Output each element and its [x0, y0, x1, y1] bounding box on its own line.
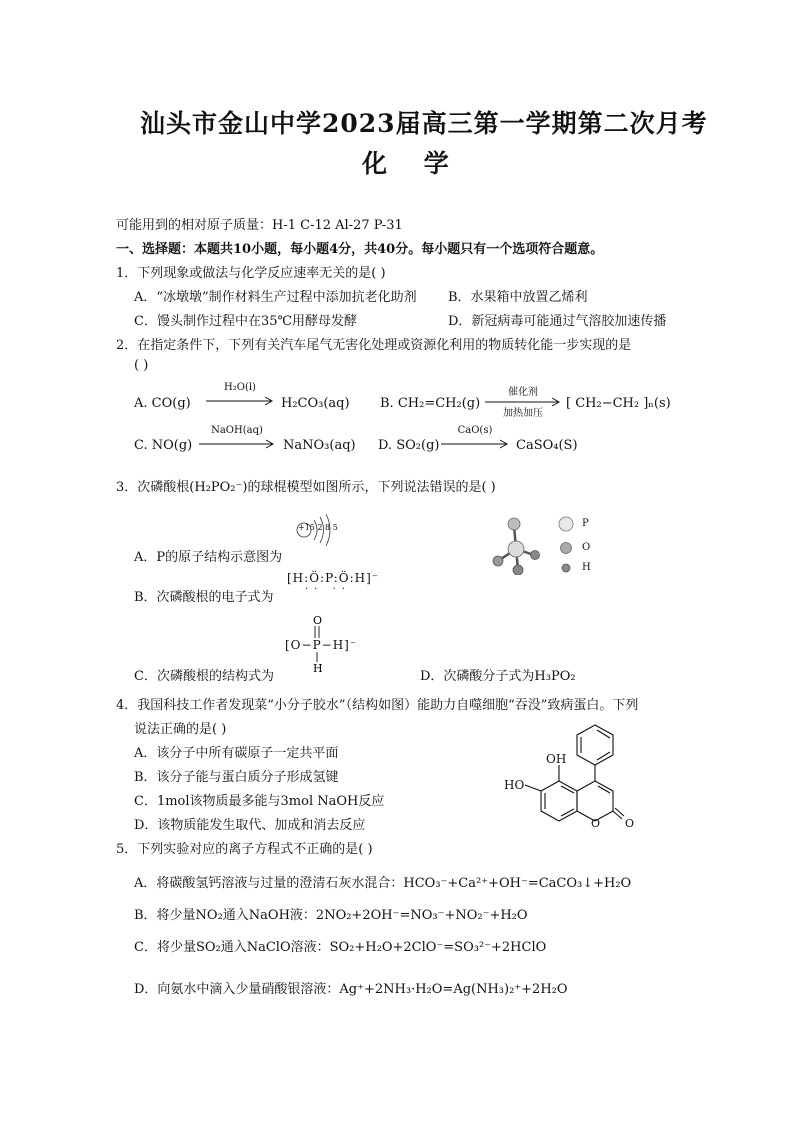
q2-paren: ( ) [134, 358, 149, 373]
q2-d-arrow [440, 439, 512, 449]
molecule-label-ring-o: O [591, 817, 601, 830]
q1-stem: 1．下列现象或做法与化学反应速率无关的是( ) [116, 266, 386, 281]
q2-d-left: D. SO₂(g) [378, 438, 440, 453]
svg-text:H: H [313, 662, 323, 675]
ball-legend-icons [556, 514, 582, 576]
subject-title: 化 学 [362, 149, 463, 178]
q2-b-left: B. CH₂=CH₂(g) [380, 396, 481, 411]
q2-a-left: A. CO(g) [134, 396, 191, 411]
molecule-structure [470, 715, 640, 855]
q1-option-c: C．馒头制作过程中在35℃用酵母发酵 [134, 314, 358, 329]
legend-label-h: H [582, 562, 591, 573]
q2-a-arrow [205, 396, 277, 406]
q3-stem: 3．次磷酸根(H₂PO₂⁻)的球棍模型如图所示，下列说法错误的是( ) [116, 480, 496, 495]
q2-b-right: [ CH₂−CH₂ ]ₙ(s) [566, 396, 671, 411]
q5-option-b: B．将少量NO₂通入NaOH液：2NO₂+2OH⁻=NO₃⁻+NO₂⁻+H₂O [134, 908, 528, 923]
q1-option-d: D．新冠病毒可能通过气溶胶加速传播 [448, 314, 667, 329]
q2-c-right: NaNO₃(aq) [283, 438, 356, 453]
q2-b-condition-bottom: 加热加压 [503, 408, 543, 419]
q3-option-a: A．P的原子结构示意图为 [134, 550, 283, 565]
q4-option-d: D．该物质能发生取代、加成和消去反应 [134, 818, 366, 833]
q5-option-d: D．向氨水中滴入少量硝酸银溶液：Ag⁺+2NH₃·H₂O=Ag(NH₃)₂⁺+2H₂O [134, 982, 568, 997]
q4-stem-line2: 说法正确的是( ) [134, 722, 227, 737]
electron-formula: [H:Ö:P:Ö:H]⁻ [287, 571, 380, 585]
q4-option-b: B．该分子能与蛋白质分子形成氢键 [134, 770, 339, 785]
q2-d-condition: CaO(s) [457, 425, 493, 436]
svg-text:O: O [313, 614, 323, 627]
structural-formula: [O−P−H]⁻ [285, 638, 358, 652]
molecule-label-oh: OH [546, 752, 567, 766]
q5-stem: 5．下列实验对应的离子方程式不正确的是( ) [116, 842, 373, 857]
q2-b-condition-top: 催化剂 [508, 387, 538, 398]
q2-c-arrow [198, 439, 278, 449]
q5-option-c: C．将少量SO₂通入NaClO溶液：SO₂+H₂O+2ClO⁻=SO₃²⁻+2HClO [134, 940, 547, 955]
molecule-label-keto-o: O [625, 817, 635, 830]
legend-label-o: O [582, 542, 591, 553]
legend-label-p: P [582, 518, 589, 529]
section-heading: 一、选择题：本题共10小题，每小题4分，共40分。每小题只有一个选项符合题意。 [116, 242, 604, 257]
q4-option-c: C．1mol该物质最多能与3mol NaOH反应 [134, 794, 385, 809]
q2-stem: 2．在指定条件下，下列有关汽车尾气无害化处理或资源化利用的物质转化能一步实现的是 [116, 338, 632, 353]
molecule-label-ho: HO [504, 778, 525, 792]
q5-option-a: A．将碳酸氢钙溶液与过量的澄清石灰水混合：HCO₃⁻+Ca²⁺+OH⁻=CaCO₃↓+H₂O [134, 876, 632, 891]
q4-option-a: A．该分子中所有碳原子一定共平面 [134, 746, 339, 761]
electron-dots-bottom: ·· ·· [305, 584, 351, 595]
q1-option-a: A．“冰墩墩”制作材料生产过程中添加抗老化助剂 [134, 290, 417, 305]
q3-option-b: B．次磷酸根的电子式为 [134, 590, 274, 605]
q2-c-condition: NaOH(aq) [211, 425, 263, 436]
q2-a-condition: H₂O(l) [224, 382, 256, 393]
q1-option-b: B．水果箱中放置乙烯利 [448, 290, 588, 305]
p-atom-structure-text: +15 2 8 5 [298, 523, 338, 532]
q4-stem-line1: 4．我国科技工作者发现菜“小分子胶水”（结构如图）能助力自噬细胞“吞没”致病蛋白。下列 [116, 698, 639, 713]
atomic-mass-line: 可能用到的相对原子质量：H-1 C-12 Al-27 P-31 [116, 218, 403, 233]
ball-stick-model [486, 513, 558, 575]
q2-c-left: C. NO(g) [134, 438, 193, 453]
q3-option-c: C．次磷酸根的结构式为 [134, 669, 274, 684]
q2-d-right: CaSO₄(S) [516, 438, 578, 453]
page-title: 汕头市金山中学2023届高三第一学期第二次月考 [140, 109, 708, 138]
q2-a-right: H₂CO₃(aq) [281, 396, 350, 411]
q3-option-d: D．次磷酸分子式为H₃PO₂ [420, 669, 576, 684]
